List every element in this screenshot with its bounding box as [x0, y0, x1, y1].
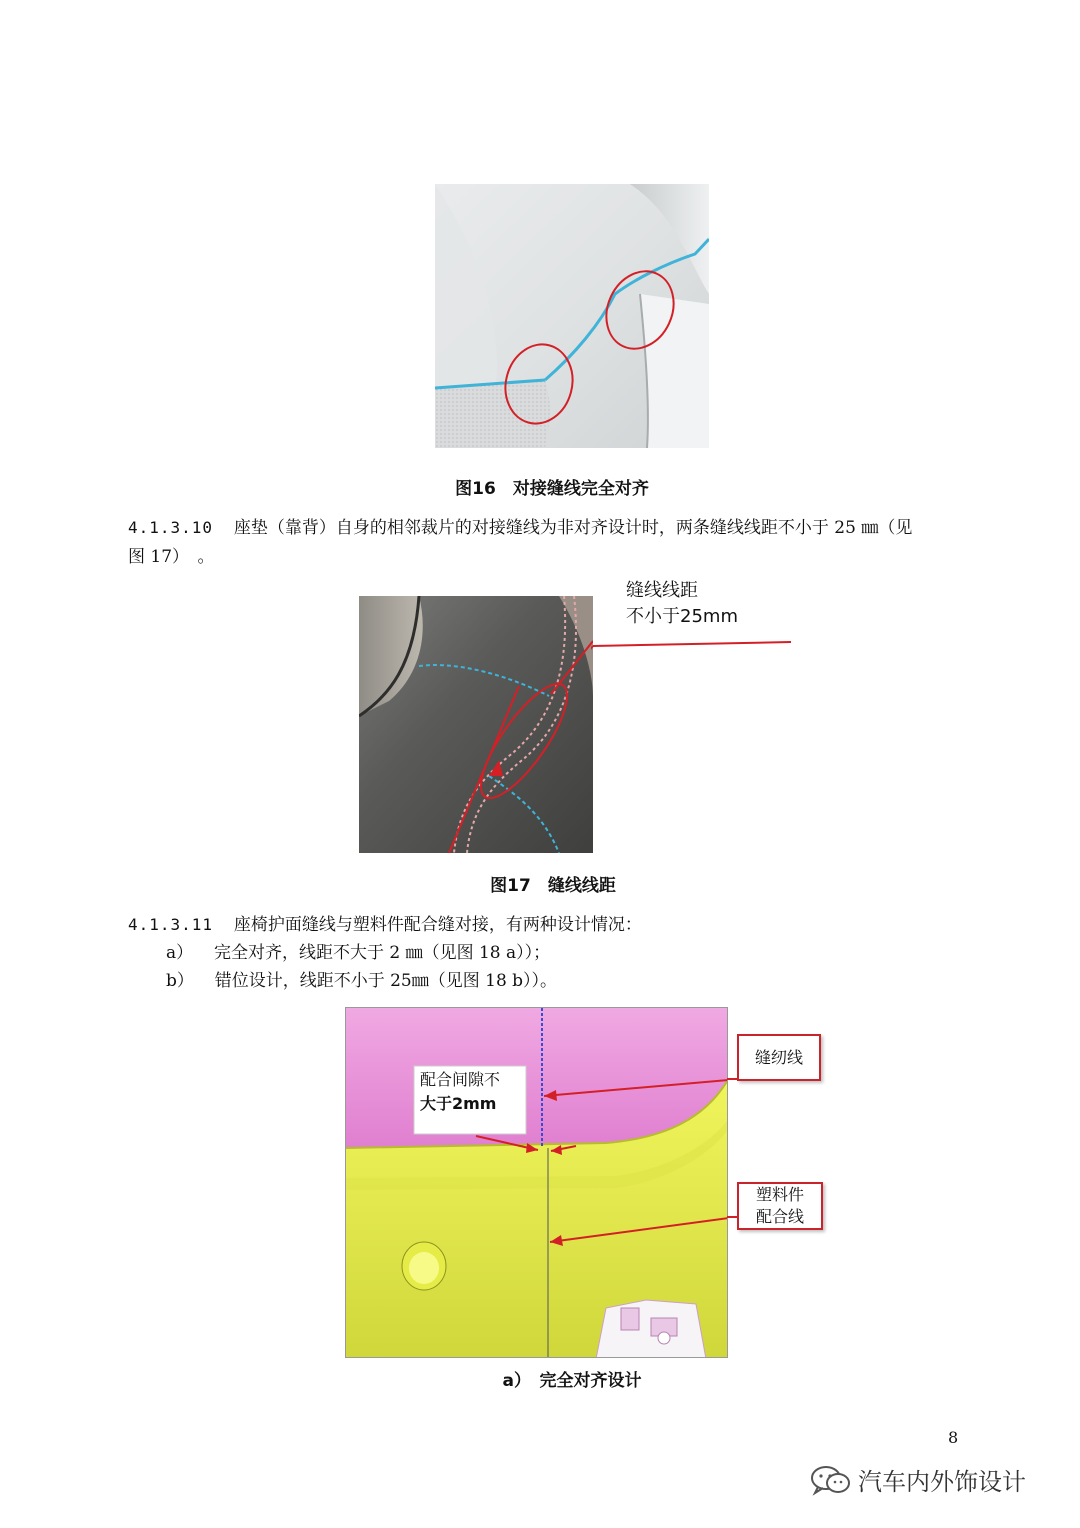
- page-number: 8: [948, 1428, 959, 1447]
- gap-label-line: 配合间隙不: [420, 1070, 501, 1089]
- plastic-label-line: 塑料件: [755, 1185, 804, 1204]
- list-text: 完全对齐，线距不大于 2 ㎜（见图 18 a））；: [213, 943, 551, 963]
- figure17-caption: 图17 缝线线距: [490, 876, 616, 896]
- list-marker: a）: [166, 943, 194, 963]
- figure18a-render: [345, 1007, 728, 1358]
- list-item: [166, 967, 557, 995]
- figure17-photo: [359, 596, 593, 853]
- figure16-photo: [435, 184, 709, 448]
- figure17-callout: [626, 578, 738, 630]
- section-number: 4.1.3.10: [128, 518, 214, 537]
- figure18a-caption: a） 完全对齐设计: [502, 1371, 642, 1391]
- seam-line-label: 缝纫线: [737, 1034, 821, 1081]
- list-item: [166, 939, 550, 967]
- watermark: [810, 1462, 1026, 1497]
- paragraph-line: 座垫（靠背）自身的相邻裁片的对接缝线为非对齐设计时，两条缝线线距不小于 25 ㎜（见: [233, 518, 913, 538]
- section-4-1-3-11: [128, 911, 642, 939]
- plastic-label-line: 配合线: [755, 1207, 804, 1226]
- watermark-text: 汽车内外饰设计: [858, 1468, 1026, 1496]
- list-marker: b）: [166, 971, 194, 991]
- section-number: 4.1.3.11: [128, 915, 214, 934]
- figure18a-label-connectors: [727, 1070, 747, 1270]
- figure18a-gap-label: [420, 1068, 500, 1116]
- wechat-icon: [810, 1464, 852, 1496]
- paragraph-line: 图 17） 。: [128, 547, 215, 567]
- figure16-caption: 图16 对接缝线完全对齐: [455, 479, 649, 499]
- figure17-callout-line: [591, 636, 791, 716]
- section-4-1-3-10: [128, 514, 912, 542]
- callout-line: 不小于25mm: [626, 606, 738, 627]
- gap-label-line: 大于2mm: [420, 1094, 497, 1113]
- callout-line: 缝线线距: [626, 580, 698, 601]
- list-text: 错位设计，线距不小于 25㎜（见图 18 b））。: [214, 971, 558, 991]
- plastic-mating-line-label: [737, 1182, 823, 1230]
- paragraph-line: 座椅护面缝线与塑料件配合缝对接，有两种设计情况：: [233, 915, 642, 935]
